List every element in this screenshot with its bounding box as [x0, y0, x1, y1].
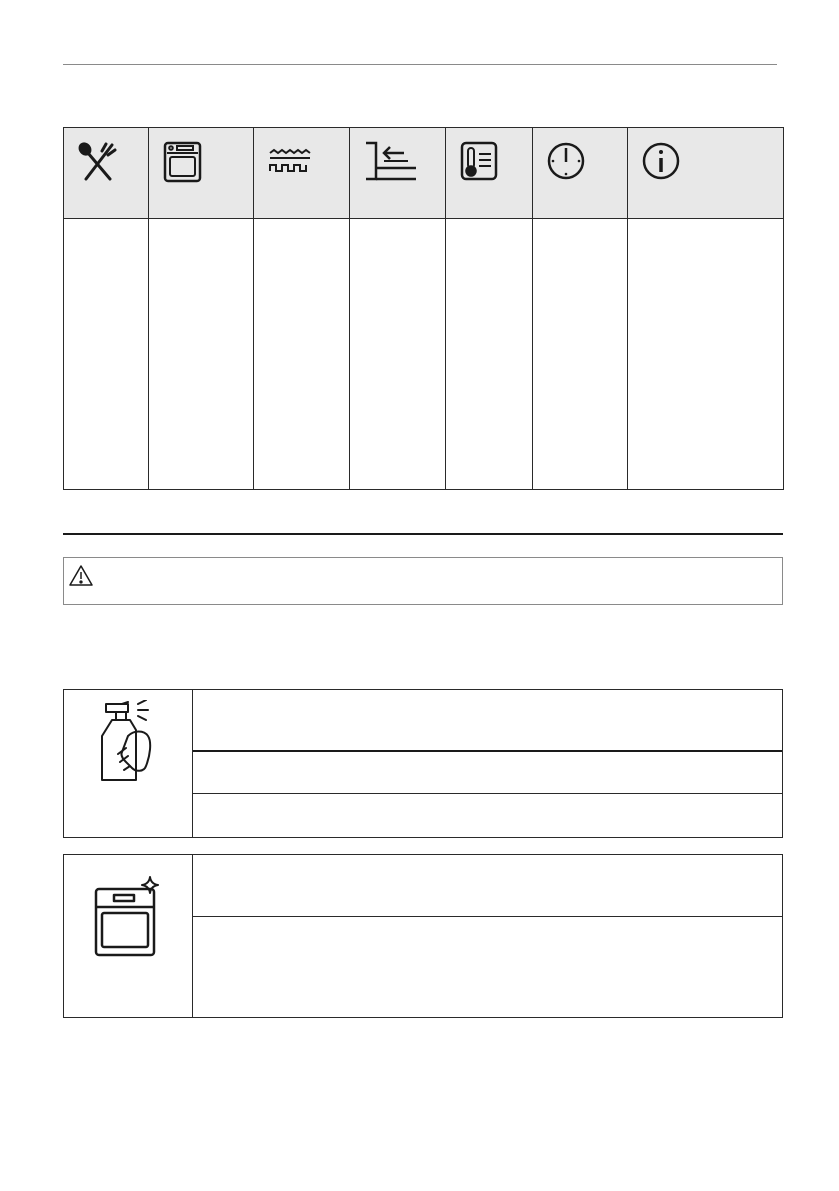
table-cell: [533, 219, 628, 490]
cleaning-box-spray: [63, 689, 783, 838]
cleaning-row: [193, 855, 782, 917]
section-divider: [63, 533, 783, 535]
table-cell: [149, 219, 254, 490]
cleaning-row: [193, 690, 782, 752]
shelf-position-icon: [364, 141, 445, 185]
oven-icon: [163, 141, 253, 183]
table-row: [64, 219, 784, 490]
header-cell-time: [533, 128, 628, 219]
header-cell-heating: [254, 128, 350, 219]
header-cell-shelf: [350, 128, 446, 219]
icon-cell: [64, 855, 193, 1017]
top-rule: [63, 64, 777, 65]
header-cell-temperature: [446, 128, 533, 219]
spoon-fork-icon: [78, 141, 148, 183]
cleaning-row: [193, 794, 782, 837]
table-cell: [628, 219, 784, 490]
warning-triangle-icon: [68, 564, 94, 593]
table-cell: [64, 219, 149, 490]
table-header-row: [64, 128, 784, 219]
warning-box: [63, 557, 783, 605]
table-cell: [254, 219, 350, 490]
heating-function-icon: [268, 141, 349, 183]
table-cell: [350, 219, 446, 490]
cleaning-rows: [193, 855, 782, 1017]
spray-and-cloth-icon: [98, 700, 158, 791]
cleaning-rows: [193, 690, 782, 837]
cooking-table: [63, 127, 784, 490]
header-cell-oven: [149, 128, 254, 219]
temperature-icon: [460, 141, 532, 183]
header-cell-info: [628, 128, 784, 219]
info-icon: [642, 141, 783, 183]
cleaning-row: [193, 752, 782, 794]
table-cell: [446, 219, 533, 490]
clean-oven-sparkle-icon: [94, 875, 164, 964]
time-icon: [547, 141, 627, 183]
cleaning-box-oven: [63, 854, 783, 1018]
cleaning-row: [193, 917, 782, 1017]
icon-cell: [64, 690, 193, 837]
header-cell-food: [64, 128, 149, 219]
